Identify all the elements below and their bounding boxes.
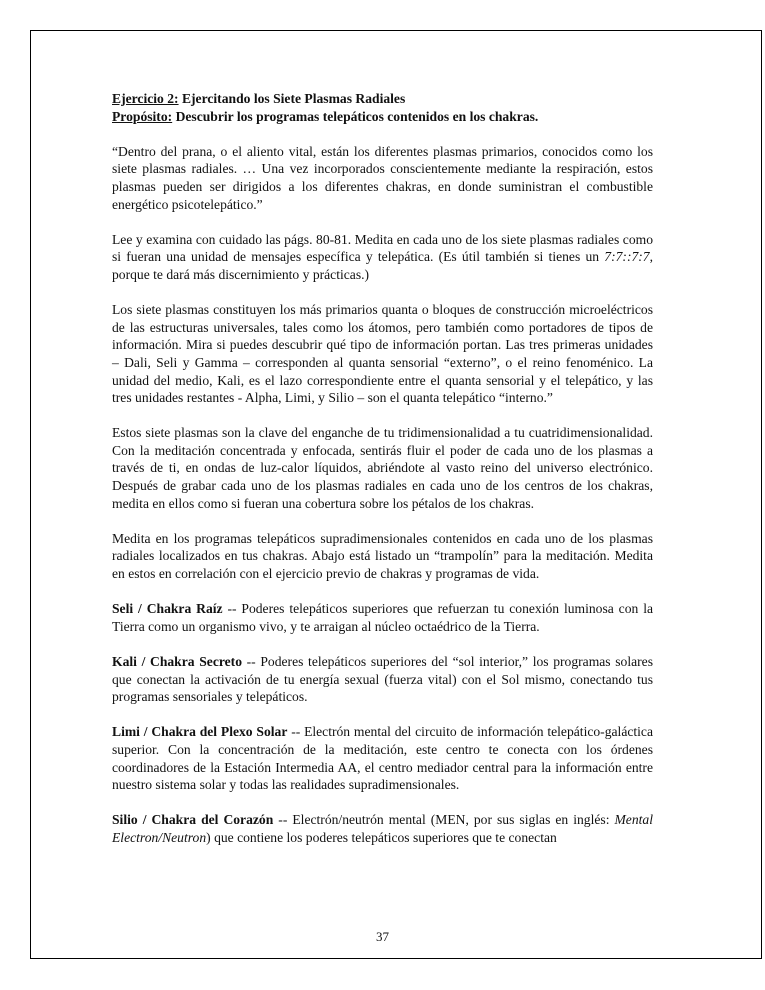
chakra-desc-limi: -- Electrón mental del circuito de información telepático-galáctica superior. Con la concentración de la meditación, este centro te conecta con los órdenes coordinadores de la Estación Intermedia AA, el centro mediador central para la información entre nuestro sistema solar y todas las realidades supradimensionales. [112, 724, 654, 793]
chakra-desc-seli: -- Poderes telepáticos superiores que refuerzan tu conexión luminosa con la Tierra como un organismo vivo, y te arraigan al núcleo octaédrico de la Tierra. [112, 601, 654, 634]
chakra-term-seli: Seli / Chakra Raíz [112, 601, 223, 617]
exercise-heading [112, 90, 653, 108]
chakra-item-limi [112, 723, 653, 793]
exercise-label: Ejercicio 2: [112, 91, 179, 106]
plasmas-paragraph: Los siete plasmas constituyen los más primarios quanta o bloques de construcción microeléctricos de las estructuras universales, tales como los átomos, pero también como portadores de tipos de información. Mira si puedes descubrir qué tipo de información portan. Las tres primeras unidades – Dali, Seli y Gamma – corresponden al quanta sensorial “externo”, o el reino fenoménico. La unidad del medio, Kali, es el lazo correspondiente entre el quanta sensorial y el telepático, y las tres unidades restantes - Alpha, Limi, y Silio – son el quanta telepático “interno.” [112, 302, 653, 406]
key-paragraph: Estos siete plasmas son la clave del enganche de tu tridimensionalidad a tu cuatridimensionalidad. Con la meditación concentrada y enfocada, sentirás fluir el poder de cada uno de los plasmas a través de ti, en ondas de luz-calor líquidos, abriéndote al vasto reino del universo electrónico. Después de grabar cada uno de los plasmas radiales en cada uno de los centros de los chakras, medita en ellos como si fueran una cobertura sobre los pétalos de los chakras. [112, 425, 653, 511]
exercise-title: Ejercitando los Siete Plasmas Radiales [178, 91, 406, 106]
chakra-desc-kali: -- Poderes telepáticos superiores del “sol interior,” los programas solares que conectan la activación de tu energía sexual (fuerza vital) con el Sol mismo, conectando tus programas sensoriales y telepáticos. [112, 654, 653, 705]
quote-paragraph: “Dentro del prana, o el aliento vital, están los diferentes plasmas primarios, conocidos como los siete plasmas radiales. … Una vez incorporados conscientemente mediante la respiración, estos plasmas pueden ser dirigidos a los diferentes chakras, en donde suministran el combustible energético psicotelepático.” [112, 143, 653, 212]
meditate-paragraph: Medita en los programas telepáticos supradimensionales contenidos en cada uno de los plasmas radiales localizados en tus chakras. Abajo está listado un “trampolín” para la meditación. Medita en estos en correlación con el ejercicio previo de chakras y programas de vida. [112, 530, 653, 582]
chakra-desc-silio-italic: Mental Electron/Neutron [112, 812, 653, 845]
chakra-desc-silio-end: ) que contiene los poderes telepáticos superiores que te conectan [206, 829, 557, 845]
reading-text-start: Lee y examina con cuidado las págs. 80-81. Medita en cada uno de los siete plasmas radiales como si fueran una unidad de mensajes específica y telepática. (Es útil también si tienes un [112, 231, 653, 265]
chakra-term-limi: Limi / Chakra del Plexo Solar [112, 724, 288, 740]
book-title: 7:7::7:7 [604, 249, 650, 265]
chakra-term-kali: Kali / Chakra Secreto [112, 654, 242, 669]
page-number: 37 [376, 929, 389, 944]
chakra-desc-silio-start: -- Electrón/neutrón mental (MEN, por sus siglas en inglés: [273, 812, 615, 828]
reading-paragraph [112, 231, 653, 284]
chakra-item-kali [112, 653, 653, 706]
reading-text-end: , porque te dará más discernimiento y prácticas.) [112, 249, 653, 282]
purpose-text: Descubrir los programas telepáticos contenidos en los chakras. [172, 108, 539, 124]
chakra-term-silio: Silio / Chakra del Corazón [112, 812, 274, 828]
purpose-heading [112, 108, 653, 126]
chakra-item-seli [112, 600, 653, 635]
purpose-label: Propósito: [112, 108, 173, 124]
document-body [112, 90, 653, 864]
chakra-item-silio [112, 811, 653, 846]
